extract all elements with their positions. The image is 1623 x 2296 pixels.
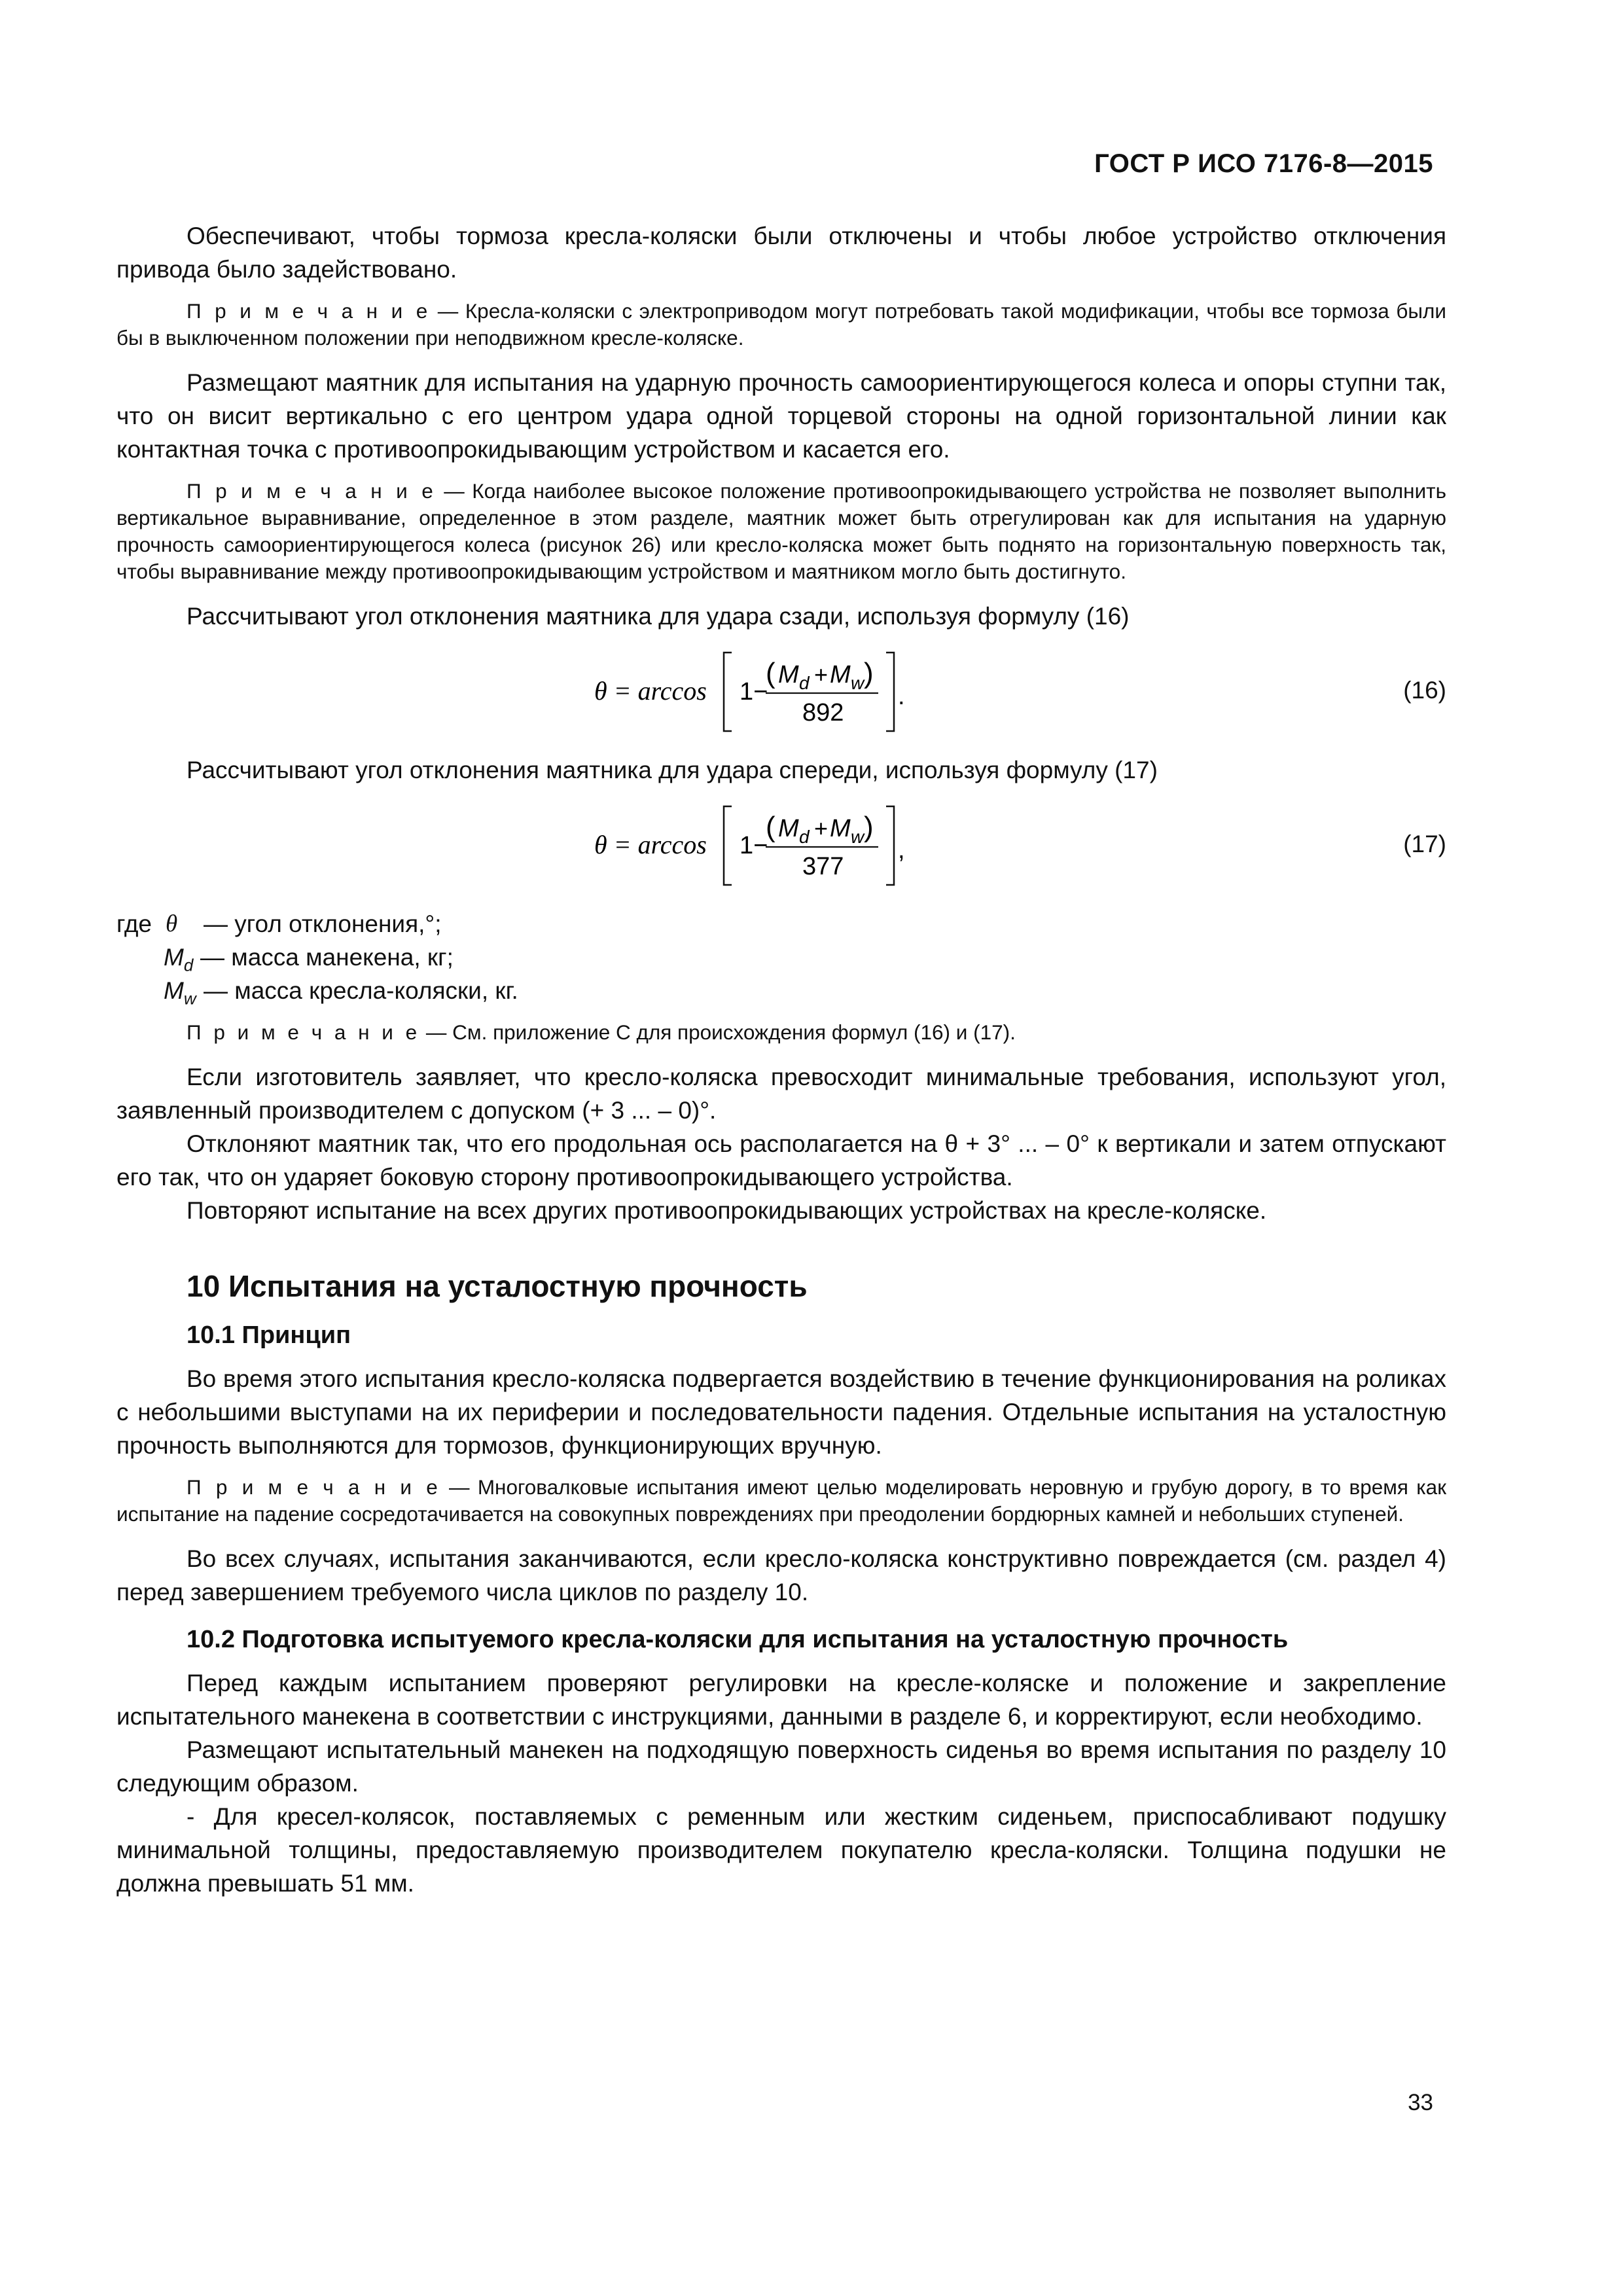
page-content — [116, 219, 1446, 1900]
formula-one-minus: 1− — [740, 678, 768, 706]
note — [116, 1474, 1446, 1528]
paragraph: Перед каждым испытанием проверяют регулировки на кресле-коляске и положение и закрепление испытательного манекена в соответствии с инструкциями, данными в разделе 6, и корректируют, если необходимо. — [116, 1670, 1446, 1730]
definition-theta — [116, 907, 1446, 941]
definition-text: — масса манекена, кг; — [200, 944, 454, 971]
definition-mw — [116, 974, 1446, 1007]
left-bracket — [724, 653, 732, 731]
symbol-mw: $M_w$ — [164, 977, 196, 1009]
numerator-close-paren: ) — [864, 811, 874, 843]
note-text: — Кресла-коляски с электроприводом могут потребовать такой модификации, чтобы все тормоза были бы в выключенном положении при неподвижном кресле-коляске. — [116, 299, 1446, 350]
paragraph: Обеспечивают, чтобы тормоза кресла-коляски были отключены и чтобы любое устройство отключения привода было задействовано. — [116, 223, 1446, 283]
numerator-open-paren: ( — [766, 811, 776, 843]
paragraph: Размещают испытательный манекен на подходящую поверхность сиденья во время испытания по разделу 10 следующим образом. — [116, 1736, 1446, 1797]
numerator-plus: + — [814, 815, 829, 842]
definition-md — [116, 941, 1446, 974]
note-text: — Когда наиболее высокое положение противоопрокидывающего устройства не позволяет выполнить вертикальное выравнивание, определенное в этом разделе, маятник может быть отрегулирован как для испытания на ударную прочность самоориентирующегося колеса (рисунок 26) или кресло-коляска может быть поднято на горизонтальную поверхность так, чтобы выравнивание между противоопрокидывающим устройством и маятником могло быть достигнуто. — [116, 479, 1447, 583]
note-label: П р и м е ч а н и е — [187, 1020, 421, 1044]
numerator-plus: + — [814, 661, 829, 688]
formula-number: (17) — [1403, 831, 1446, 857]
numerator-mw: M — [830, 815, 851, 842]
note — [116, 298, 1446, 351]
where-lead: где — [116, 910, 152, 937]
numerator-md-sub: d — [799, 827, 810, 847]
note-label: П р и м е ч а н и е — [187, 299, 431, 323]
numerator-mw-sub: w — [851, 673, 865, 693]
formula-lhs: θ = arccos — [594, 830, 707, 859]
subsection-heading: 10.1 Принцип — [187, 1321, 351, 1349]
paragraph: Размещают маятник для испытания на ударную прочность самоориентирующегося колеса и опоры ступни так, что он висит вертикально с его центром удара одной торцевой стороны на одной горизонтальной линии как контактная точка с противоопрокидывающим устройством и касается его. — [116, 369, 1446, 463]
right-bracket — [886, 653, 894, 731]
formula-16 — [116, 642, 1446, 740]
paragraph: Отклоняют маятник так, что его продольная ось располагается на θ + 3° ... – 0° к вертикали и затем отпускают его так, что он ударяет боковую сторону противоопрокидывающего устройства. — [116, 1130, 1446, 1191]
numerator-close-paren: ) — [864, 657, 874, 689]
variable-definitions — [116, 907, 1446, 1007]
paragraph: Рассчитывают угол отклонения маятника для удара сзади, используя формулу (16) — [187, 603, 1130, 630]
formula-17 — [116, 796, 1446, 894]
numerator-md: M — [778, 661, 799, 689]
page-number: 33 — [1408, 2090, 1433, 2115]
paragraph: Во время этого испытания кресло-коляска подвергается воздействию в течение функционирования на роликах с небольшими выступами на их периферии и последовательности падения. Отдельные испытания на усталостную прочность выполняются для тормозов, функционирующих вручную. — [116, 1365, 1446, 1459]
definition-text: — масса кресла-коляски, кг. — [204, 977, 518, 1004]
numerator-open-paren: ( — [766, 657, 776, 689]
section-heading: 10 Испытания на усталостную прочность — [187, 1269, 808, 1303]
symbol-md: $M_d$ — [164, 944, 194, 975]
subsection-heading: 10.2 Подготовка испытуемого кресла-коляски для испытания на усталостную прочность — [187, 1626, 1289, 1653]
note-text: — См. приложение С для происхождения формул (16) и (17). — [425, 1020, 1016, 1044]
note-text: — Многовалковые испытания имеют целью моделировать неровную и грубую дорогу, в то время как испытание на падение сосредотачивается на совокупных повреждениях при преодолении бордюрных камней и небольших ступеней. — [116, 1475, 1446, 1526]
numerator-md-sub: d — [799, 673, 810, 693]
formula-17-expression — [594, 796, 961, 894]
formula-trail: , — [898, 836, 905, 864]
numerator-mw: M — [830, 661, 851, 689]
numerator-mw-sub: w — [851, 827, 865, 847]
formula-lhs: θ = arccos — [594, 676, 707, 706]
formula-trail: . — [898, 683, 905, 710]
formula-one-minus: 1− — [740, 832, 768, 859]
note — [116, 1019, 1446, 1046]
note-label: П р и м е ч а н и е — [187, 479, 437, 503]
definition-text: — угол отклонения,°; — [204, 910, 442, 937]
denominator: 892 — [802, 699, 844, 726]
paragraph: Во всех случаях, испытания заканчиваются, если кресло-коляска конструктивно повреждается (см. раздел 4) перед завершением требуемого числа циклов по разделу 10. — [116, 1545, 1446, 1605]
denominator: 377 — [802, 853, 844, 880]
paragraph: Если изготовитель заявляет, что кресло-коляска превосходит минимальные требования, используют угол, заявленный производителем с допуском (+ 3 ... – 0)°. — [116, 1064, 1446, 1124]
numerator-md: M — [778, 815, 799, 842]
symbol-theta: θ — [166, 910, 178, 937]
paragraph: Повторяют испытание на всех других противоопрокидывающих устройствах на кресле-коляске. — [187, 1197, 1267, 1224]
paragraph: - Для кресел-колясок, поставляемых с ременным или жестким сиденьем, приспосабливают подушку минимальной толщины, предоставляемую производителем покупателю кресла-коляски. Толщина подушки не должна превышать 51 мм. — [116, 1803, 1446, 1897]
note — [116, 478, 1446, 585]
right-bracket — [886, 806, 894, 885]
formula-16-expression — [594, 642, 961, 740]
formula-number: (16) — [1403, 677, 1446, 704]
left-bracket — [724, 806, 732, 885]
document-header: ГОСТ Р ИСО 7176-8—2015 — [1094, 149, 1433, 178]
paragraph: Рассчитывают угол отклонения маятника для удара спереди, используя формулу (17) — [187, 757, 1158, 783]
note-label: П р и м е ч а н и е — [187, 1475, 441, 1499]
